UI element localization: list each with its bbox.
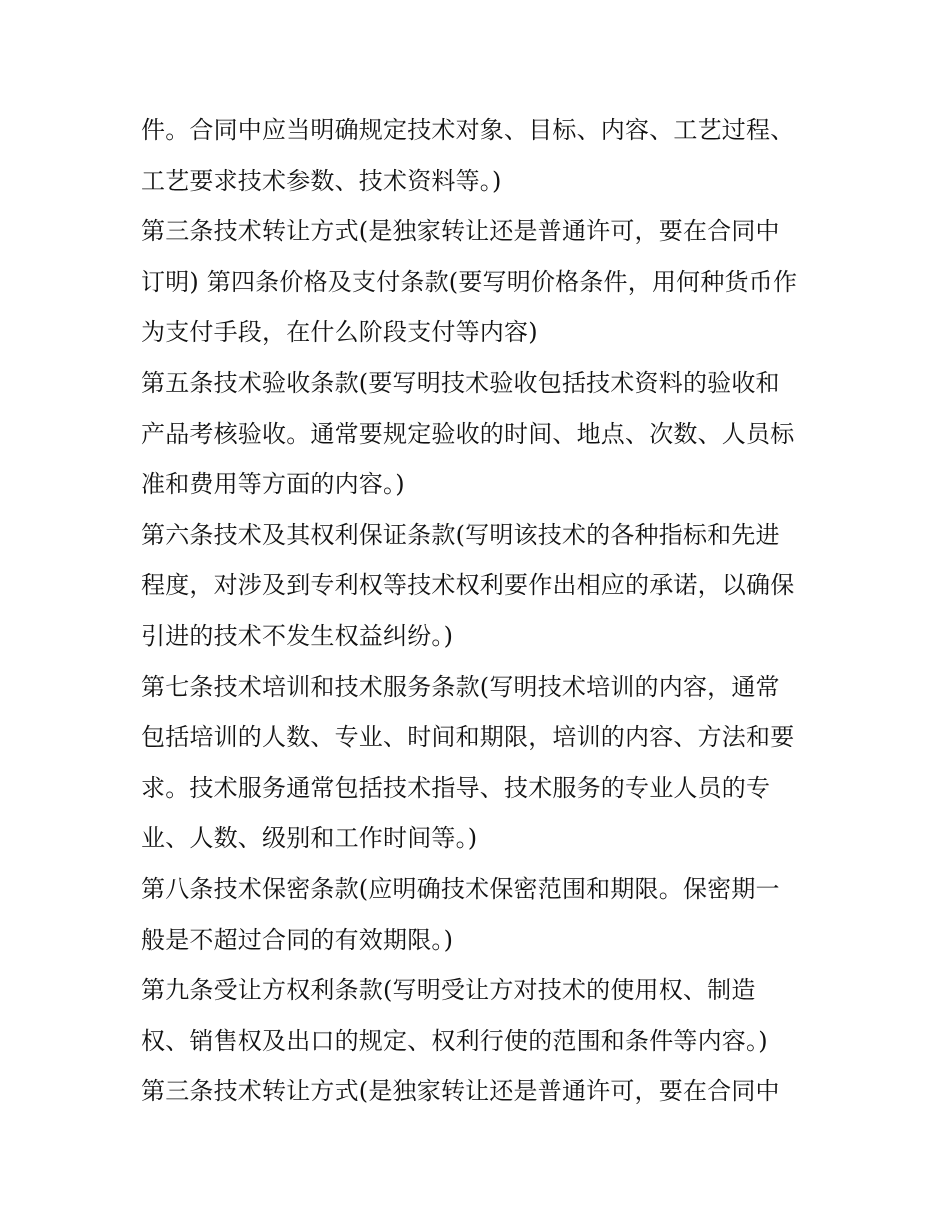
text-line: 为支付手段，在什么阶段支付等内容) bbox=[141, 318, 538, 347]
text-line: 权、销售权及出口的规定、权利行使的范围和条件等内容。) bbox=[141, 1026, 768, 1055]
text-line: 第三条技术转让方式(是独家转让还是普通许可，要在合同中 bbox=[141, 1077, 780, 1106]
text-line: 第三条技术转让方式(是独家转让还是普通许可，要在合同中 bbox=[141, 217, 780, 246]
text-line: 业、人数、级别和工作时间等。) bbox=[141, 824, 478, 853]
text-line: 工艺要求技术参数、技术资料等。) bbox=[141, 166, 502, 195]
text-line: 第九条受让方权利条款(写明受让方对技术的使用权、制造 bbox=[141, 976, 756, 1005]
text-line: 求。技术服务通常包括技术指导、技术服务的专业人员的专 bbox=[141, 773, 771, 802]
text-line: 第七条技术培训和技术服务条款(写明技术培训的内容，通常 bbox=[141, 672, 780, 701]
text-line: 第六条技术及其权利保证条款(写明该技术的各种指标和先进 bbox=[141, 520, 780, 549]
text-line: 第五条技术验收条款(要写明技术验收包括技术资料的验收和 bbox=[141, 368, 780, 397]
text-line: 程度，对涉及到专利权等技术权利要作出相应的承诺，以确保 bbox=[141, 571, 795, 600]
text-line: 订明) 第四条价格及支付条款(要写明价格条件，用何种货币作 bbox=[141, 267, 798, 296]
text-line: 产品考核验收。通常要规定验收的时间、地点、次数、人员标 bbox=[141, 419, 795, 448]
text-line: 包括培训的人数、专业、时间和期限，培训的内容、方法和要 bbox=[141, 723, 795, 752]
text-line: 件。合同中应当明确规定技术对象、目标、内容、工艺过程、 bbox=[141, 116, 795, 144]
text-line: 第八条技术保密条款(应明确技术保密范围和期限。保密期一 bbox=[141, 874, 780, 903]
text-line: 准和费用等方面的内容。) bbox=[141, 470, 405, 499]
document-body bbox=[141, 105, 821, 1117]
text-line: 般是不超过合同的有效期限。) bbox=[141, 925, 454, 954]
text-line: 引进的技术不发生权益纠纷。) bbox=[141, 621, 454, 650]
